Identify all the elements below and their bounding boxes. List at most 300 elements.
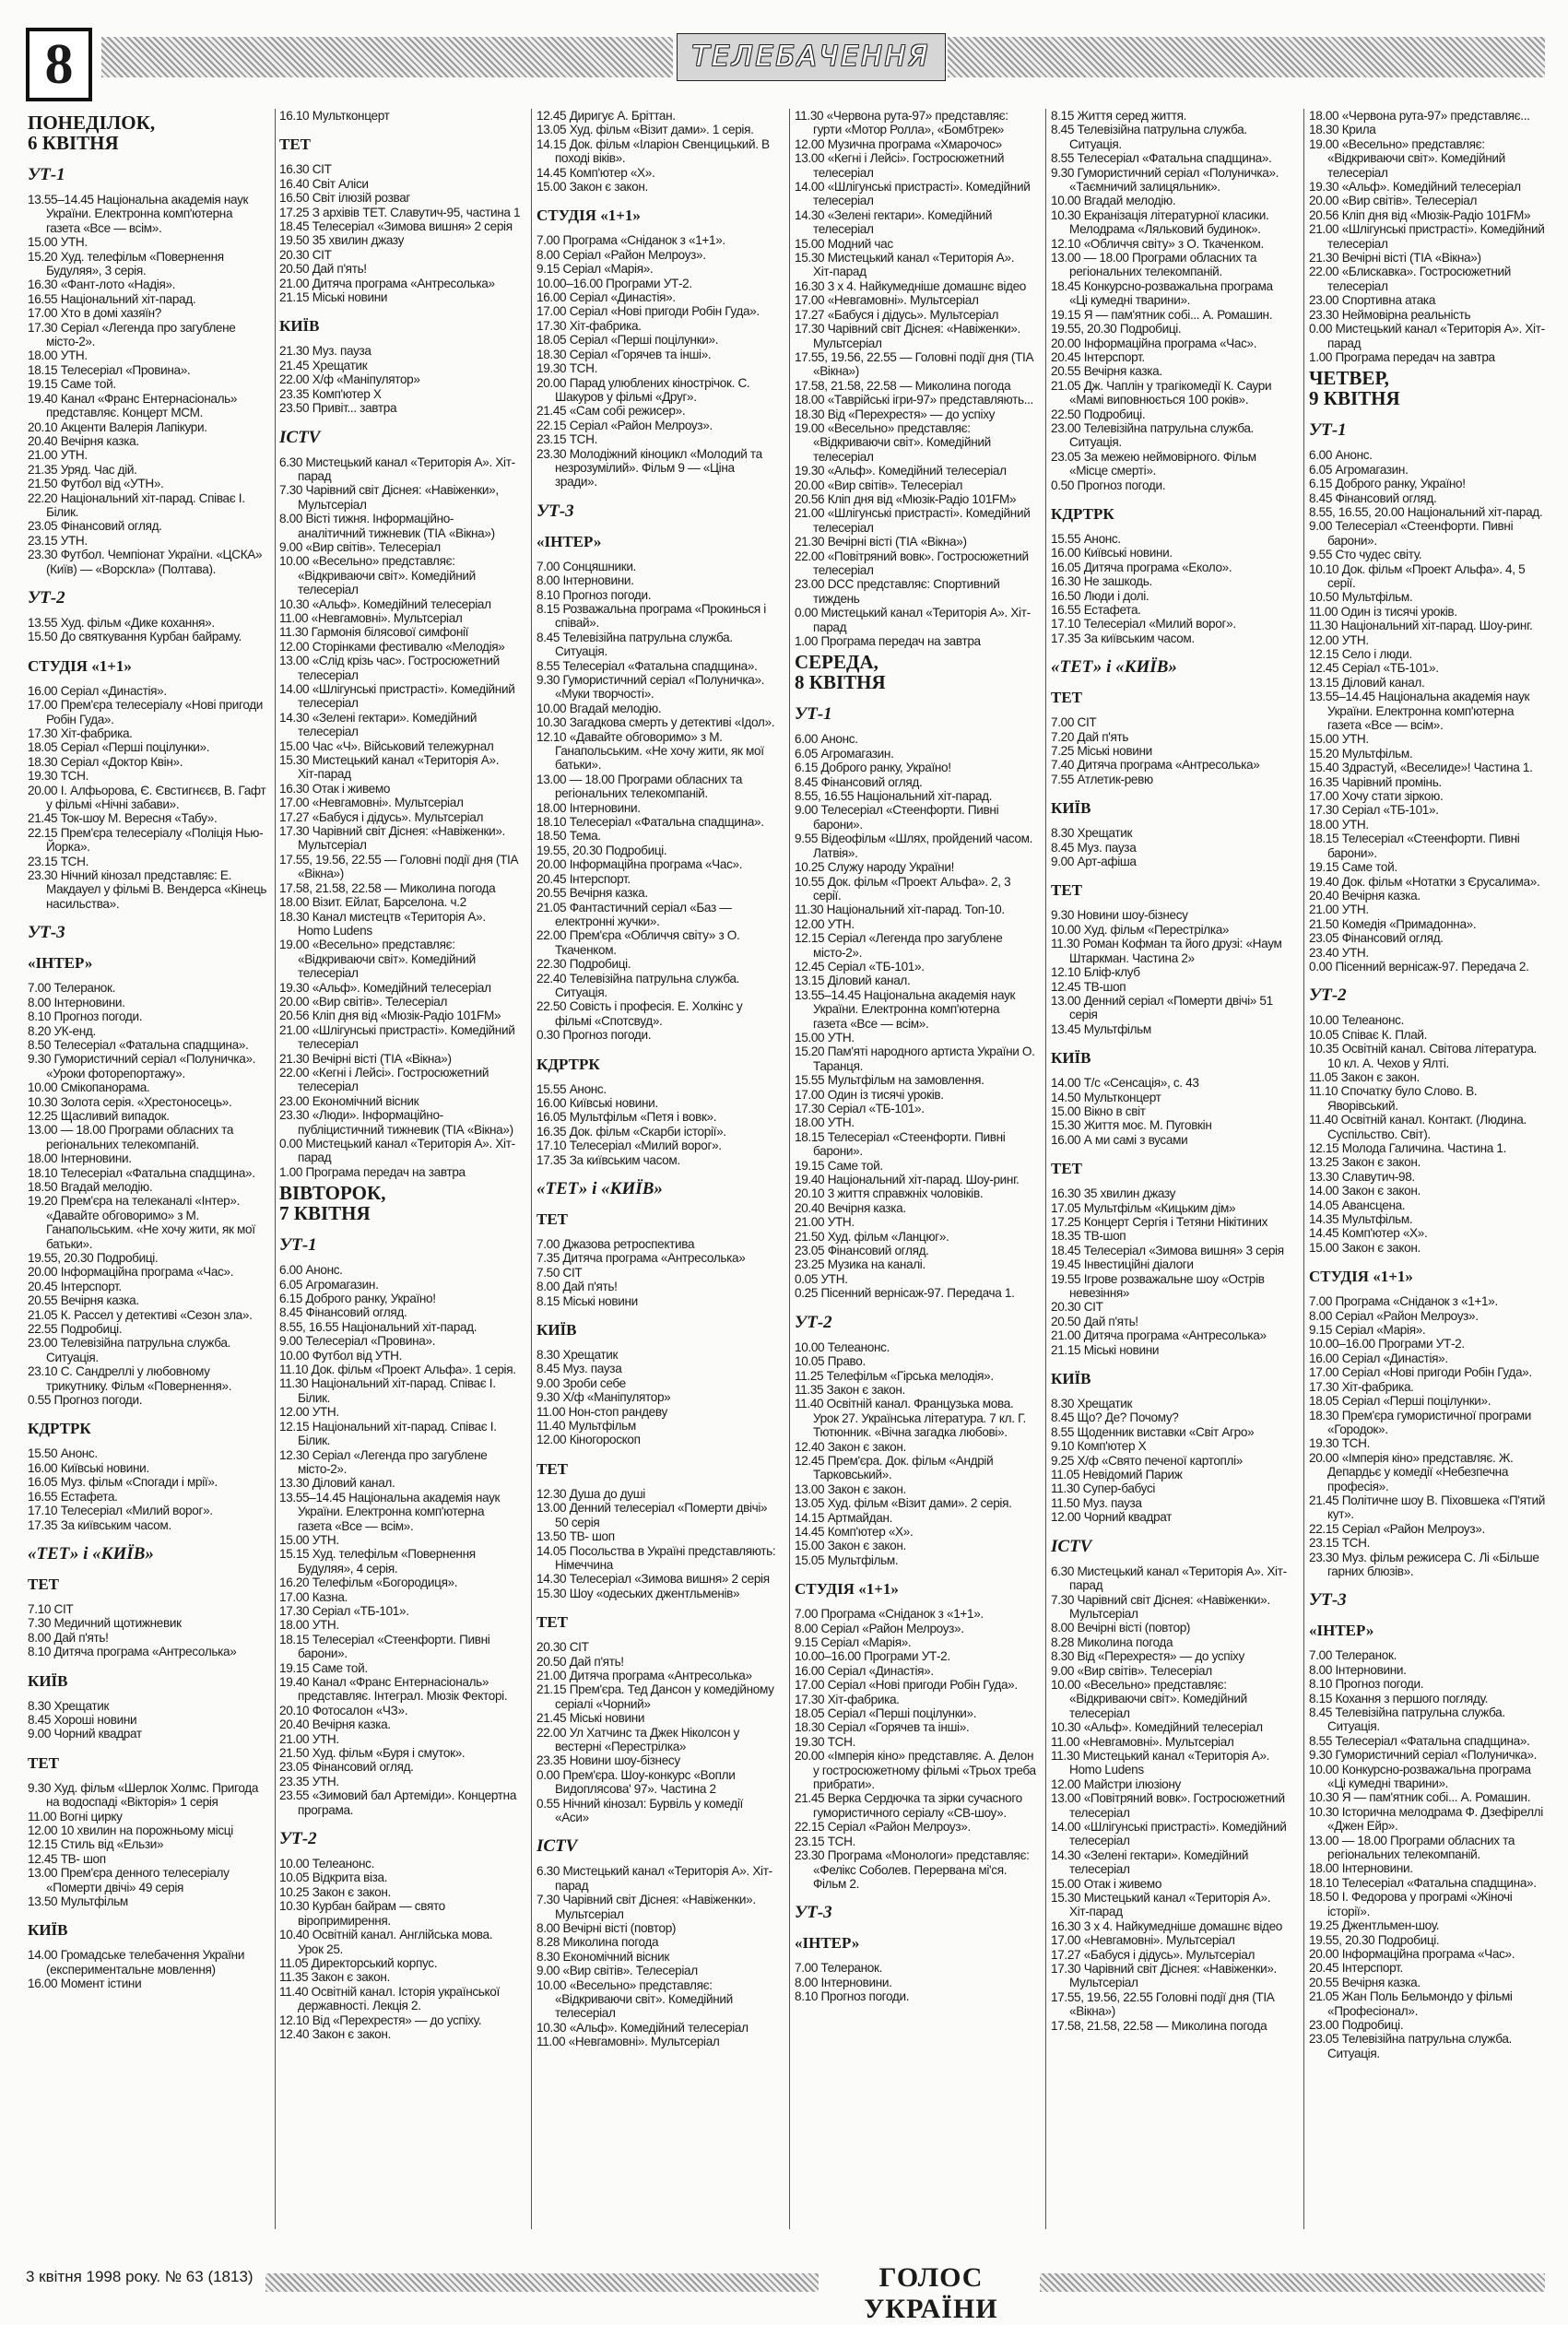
channel-heading: УТ-1 (279, 1235, 317, 1256)
program-entry: 12.00 УТН. (795, 916, 855, 931)
program-entry: 9.30 Гумористичний серіал «Полуничка». (1309, 1748, 1538, 1763)
program-entry: 6.05 Агромагазин. (279, 1277, 379, 1292)
program-entry: 11.30 Національний хіт-парад. Шоу-ринг. (1309, 619, 1533, 633)
program-entry: 23.00 Подробиці. (1309, 2017, 1404, 2032)
program-entry: 21.05 К. Рассел у детективі «Сезон зла». (28, 1307, 253, 1322)
program-entry: 17.55, 19.56, 22.55 — Головні події дня (ТІА «Вікна») (795, 349, 1034, 379)
program-entry: 18.45 Конкурсно-розважальна програма «Ці кумедні тварини». (1051, 278, 1273, 308)
program-entry: 20.30 СІТ (279, 247, 332, 262)
program-entry: 21.30 Вечірні вісті (ТІА «Вікна») (279, 1051, 452, 1066)
program-entry: 18.15 Телесеріал «Стеенфорти. Пивні барони». (1309, 832, 1520, 860)
program-entry: 9.00 Телесеріал «Стеенфорти. Пивні барони». (795, 803, 999, 832)
program-entry: 8.00 Серіал «Район Мелроуз». (1309, 1308, 1479, 1323)
column-rule (1045, 109, 1046, 2229)
program-entry: 19.15 Саме той. (795, 1158, 883, 1173)
program-entry: 17.30 Чарівний світ Діснея: «Навіженки». Мультсеріал (1051, 1962, 1277, 1990)
program-entry: 23.00 Телевізійна патрульна служба. Ситуація. (28, 1336, 230, 1364)
program-entry: 9.30 Гумористичний серіал «Полуничка». «Муки творчості». (536, 673, 765, 702)
program-entry: 11.40 Мультфільм (536, 1419, 636, 1434)
program-entry: 6.30 Мистецький канал «Територія А». Хіт-парад (279, 454, 515, 483)
program-entry: 10.00 Конкурсно-розважальна програма «Ці кумедні тварини». (1309, 1762, 1531, 1791)
program-entry: 16.30 3 х 4. Найкумедніше домашнє відео (795, 278, 1027, 293)
program-entry: 6.30 Мистецький канал «Територія А». Хіт-парад (536, 1864, 772, 1893)
program-entry: 21.50 Футбол від «УТН». (28, 477, 164, 491)
program-entry: 18.05 Серіал «Перші поцілунки». (536, 333, 719, 348)
channel-heading: СТУДІЯ «1+1» (1309, 1268, 1413, 1286)
program-entry: 12.00 Сторінками фестивалю «Мелодія» (279, 639, 505, 654)
program-entry: 23.05 Фінансовий огляд. (28, 519, 162, 534)
program-entry: 8.45 Телевізійна патрульна служба. Ситуація. (536, 630, 733, 659)
program-entry: 14.00 «Шлігунські пристрасті». Комедійний телесеріал (279, 682, 515, 711)
program-entry: 20.10 Акценти Валерія Лапікури. (28, 419, 207, 434)
issue-date: 3 квітня 1998 року. № 63 (1813) (26, 2268, 253, 2285)
program-entry: 12.10 «Давайте обговоримо» з М. Ганапольським. «Не хочу жити, як мої батьки». (536, 729, 764, 773)
program-entry: 8.45 Телевізійна патрульна служба. Ситуація. (1051, 123, 1247, 151)
footer-hatch-left (265, 2273, 819, 2292)
program-entry: 17.00 «Невгамовні». Мультсеріал (795, 293, 979, 308)
channel-heading: ТЕТ (1051, 1160, 1083, 1178)
program-entry: 8.10 Дитяча програма «Антресолька» (28, 1645, 237, 1659)
program-entry: 9.00 Телесеріал «Стеенфорти. Пивні барони». (1309, 519, 1514, 548)
program-entry: 10.05 Співає К. Плай. (1309, 1027, 1428, 1042)
program-entry: 7.30 Чарівний світ Діснея: «Навіженки». Мультсеріал (536, 1893, 756, 1921)
program-entry: 8.00 Серіал «Район Мелроуз». (536, 247, 706, 262)
program-entry: 7.40 Дитяча програма «Антресолька» (1051, 758, 1260, 773)
program-entry: 12.00 Чорний квадрат (1051, 1510, 1173, 1525)
program-entry: 14.00 Громадське телебачення України (експериментальне мовлення) (28, 1948, 245, 1977)
channel-heading: ТЕТ (28, 1575, 60, 1593)
program-entry: 10.30 «Альф». Комедійний телесеріал (536, 2020, 749, 2035)
program-entry: 12.00 Кіногороскоп (536, 1433, 641, 1447)
program-entry: 10.30 Історична мелодрама Ф. Дзефіреллі «Джен Ейр». (1309, 1804, 1543, 1834)
program-entry: 19.15 Саме той. (279, 1660, 368, 1675)
program-entry: 13.15 Діловий канал. (795, 974, 911, 988)
program-entry: 9.00 «Вир світів». Телесеріал (279, 539, 441, 554)
channel-heading: УТ-2 (28, 587, 65, 608)
channel-heading: «ТЕТ» і «КИЇВ» (1051, 657, 1177, 678)
program-entry: 12.45 Серіал «ТБ-101». (795, 959, 925, 974)
program-entry: 19.00 «Весельно» представляє: «Відкриваючи світ». Комедійний телесеріал (1309, 136, 1505, 180)
program-entry: 18.00 УТН. (279, 1618, 339, 1633)
program-entry: 15.00 Отак і живемо (1051, 1876, 1162, 1891)
program-entry: 18.35 ТВ-шоп (1051, 1229, 1126, 1244)
program-entry: 12.00 УТН. (279, 1405, 339, 1420)
program-entry: 21.00 «Шлігунські пристрасті». Комедійний телесеріал (1309, 222, 1545, 251)
program-entry: 17.35 За київським часом. (28, 1517, 171, 1532)
program-entry: 8.00 Інтерновини. (28, 995, 125, 1009)
channel-heading: ТЕТ (28, 1753, 60, 1772)
program-entry: 13.00 Закон є закон. (795, 1481, 906, 1496)
channel-heading: «ІНТЕР» (28, 954, 93, 973)
program-entry: 19.40 Національний хіт-парад. Шоу-ринг. (795, 1173, 1020, 1187)
program-entry: 7.30 Чарівний світ Діснея: «Навіженки», Мультсеріал (279, 483, 499, 512)
program-entry: 10.55 Док. фільм «Проект Альфа». 2, 3 серії. (795, 874, 1011, 903)
program-entry: 11.30 Роман Кофман та його друзі: «Наум Штаркман. Частина 2» (1051, 937, 1282, 965)
program-entry: 17.27 «Бабуся і дідусь». Мультсеріал (279, 809, 484, 824)
program-entry: 12.00 10 хвилин на порожньому місці (28, 1823, 233, 1837)
program-entry: 18.00 Інтерновини. (28, 1151, 132, 1166)
program-entry: 13.00 — 18.00 Програми обласних та регіональних телекомпаній. (28, 1123, 234, 1151)
channel-heading: УТ-2 (1309, 985, 1347, 1006)
program-entry: 21.00 Дитяча програма «Антресолька» (279, 276, 495, 290)
program-entry: 11.00 «Невгамовні». Мультсеріал (1051, 1734, 1234, 1749)
program-entry: 14.15 Док. фільм «Іларіон Свенцицький. В поході віків». (536, 136, 770, 166)
program-entry: 15.20 Мультфільм. (1309, 746, 1413, 761)
program-entry: 9.15 Серіал «Марія». (1309, 1323, 1426, 1338)
channel-heading: ТЕТ (536, 1459, 569, 1478)
program-entry: 13.55–14.45 Національна академія наук України. Електронна комп'ютерна газета «Все — всім». (795, 987, 1016, 1031)
program-entry: 8.45 Фінансовий огляд. (279, 1305, 407, 1320)
program-entry: 18.10 Телесеріал «Фатальна спадщина». (28, 1165, 255, 1180)
program-entry: 23.30 Програма «Монологи» представляє: «Фелікс Соболев. Перервана мі'ся. Фільм 2. (795, 1848, 1030, 1891)
program-entry: 11.10 Док. фільм «Проект Альфа». 1 серія. (279, 1363, 516, 1377)
program-entry: 15.00 УТН. (795, 1030, 855, 1044)
program-entry: 23.15 УТН. (28, 533, 88, 548)
program-entry: 10.05 Право. (795, 1354, 866, 1369)
program-entry: 7.35 Дитяча програма «Антресолька» (536, 1251, 746, 1266)
program-entry: 19.30 «Альф». Комедійний телесеріал (279, 980, 491, 995)
program-entry: 7.00 Телеранок. (28, 981, 116, 996)
day-heading: СЕРЕДА, 8 КВІТНЯ (795, 651, 886, 694)
program-entry: 21.00 «Шлігунські пристрасті». Комедійний телесеріал (795, 506, 1031, 535)
program-entry: 20.00 «Імперія кіно» представляє. А. Делон у гостросюжетному фільмі «Трьох треба прибрати». (795, 1749, 1036, 1792)
program-entry: 20.10 Фотосалон «ЧЗ». (279, 1703, 408, 1717)
program-entry: 10.00 «Весельно» представляє: «Відкриваючи світ». Комедійний телесеріал (1051, 1677, 1247, 1720)
program-entry: 23.05 Фінансовий огляд. (1309, 931, 1444, 946)
program-entry: 20.56 Кліп дня від «Мюзік-Радіо 101FM» (795, 491, 1017, 506)
program-entry: 8.15 Кохання з першого погляду. (1309, 1691, 1489, 1705)
program-entry: 17.35 За київським часом. (1051, 631, 1195, 645)
column-1 (28, 109, 269, 2229)
program-entry: 19.40 Док. фільм «Нотатки з Єрусалима». (1309, 874, 1540, 889)
page-number: 8 (26, 28, 92, 101)
program-entry: 8.28 Миколина погода (1051, 1635, 1173, 1649)
program-entry: 0.00 Мистецький канал «Територія А». Хіт-парад (1309, 322, 1545, 350)
channel-heading: КДРТРК (1051, 504, 1114, 523)
program-entry: 22.40 Телевізійна патрульна служба. Ситуація. (536, 971, 739, 999)
program-entry: 11.30 «Червона рута-97» представляє: гурти «Мотор Ролла», «Бомбтрек» (795, 109, 1008, 137)
program-entry: 23.30 Нічний кінозал представляє: Е. Макдауел у фільмі В. Вендерса «Кінець насильства». (28, 868, 267, 911)
program-entry: 18.30 Прем'єра гумористичної програми «Городок». (1309, 1408, 1531, 1436)
program-entry: 10.10 Док. фільм «Проект Альфа». 4, 5 серії. (1309, 561, 1526, 590)
program-entry: 12.40 Закон є закон. (795, 1439, 906, 1454)
program-entry: 23.15 ТСН. (1309, 1536, 1371, 1551)
program-entry: 17.00 Казна. (279, 1589, 348, 1604)
program-entry: 20.50 Дай п'ять! (279, 262, 367, 277)
program-entry: 15.00 Закон є закон. (1309, 1240, 1421, 1255)
program-entry: 19.55, 20.30 Подробиці. (536, 843, 667, 857)
program-entry: 16.00 Серіал «Династія». (1309, 1351, 1448, 1365)
program-entry: 9.30 Гумористичний серіал «Полуничка». «Таємничий залицяльник». (1051, 165, 1279, 195)
program-entry: 16.35 Чарівний промінь. (1309, 774, 1442, 789)
program-entry: 13.05 Худ. фільм «Візит дами». 2 серія. (795, 1496, 1012, 1511)
program-entry: 14.30 «Зелені гектари». Комедійний телесеріал (795, 207, 993, 237)
program-entry: 20.45 Інтерспорт. (1051, 349, 1145, 364)
program-entry: 20.30 СІТ (1051, 1300, 1103, 1315)
program-entry: 7.00 Програма «Сніданок з «1+1». (536, 233, 725, 248)
program-entry: 15.15 Худ. телефільм «Повернення Будуляя», 4 серія. (279, 1547, 476, 1576)
program-entry: 17.55, 19.56, 22.55 Головні події дня (ТІА «Вікна») (1051, 1989, 1275, 2019)
program-entry: 8.28 Миколина погода (536, 1935, 659, 1950)
program-entry: 10.30 «Альф». Комедійний телесеріал (279, 596, 491, 611)
program-entry: 15.50 Анонс. (28, 1446, 98, 1461)
program-entry: 21.00 УТН. (1309, 903, 1369, 917)
program-entry: 19.40 Канал «Франс Ентернасіональ» представляє. Концерт МСМ. (28, 391, 238, 420)
channel-heading: КДРТРК (536, 1055, 600, 1073)
channel-heading: ICTV (536, 1836, 578, 1857)
program-entry: 11.30 Гармонія білясової симфонії (279, 625, 469, 640)
program-entry: 22.00 Ул Хатчинс та Джек Ніколсон у вестерні «Перестрілка» (536, 1725, 740, 1753)
program-entry: 8.00 Вечірні вісті (повтор) (1051, 1621, 1191, 1635)
program-entry: 9.15 Серіал «Марія». (795, 1635, 912, 1649)
program-entry: 17.30 Серіал «ТБ-101». (795, 1102, 925, 1115)
program-entry: 8.55 Телесеріал «Фатальна спадщина». (1309, 1733, 1530, 1748)
program-entry: 13.55–14.45 Національна академія наук України. Електронна комп'ютерна газета «Все — всім». (279, 1490, 501, 1533)
channel-heading: КИЇВ (1051, 1370, 1091, 1388)
program-entry: 21.35 Уряд. Час дій. (28, 462, 137, 477)
program-entry: 12.00 УТН. (1309, 632, 1369, 647)
program-entry: 17.00 «Невгамовні». Мультсеріал (1051, 1933, 1235, 1948)
program-entry: 11.35 Закон є закон. (795, 1382, 905, 1397)
program-entry: 14.15 Артмайдан. (795, 1510, 893, 1525)
program-entry: 16.05 Дитяча програма «Еколо». (1051, 560, 1232, 574)
program-entry: 11.05 Закон є закон. (1309, 1069, 1420, 1084)
program-entry: 11.05 Директорський корпус. (279, 1955, 438, 1970)
program-entry: 23.05 За межею неймовірного. Фільм «Місце смерті». (1051, 449, 1256, 478)
program-entry: 23.05 Фінансовий огляд. (279, 1760, 414, 1775)
program-entry: 8.45 Фінансовий огляд. (795, 774, 923, 789)
program-entry: 21.00 Дитяча програма «Антресолька» (1051, 1328, 1267, 1343)
section-title: ТЕЛЕБАЧЕННЯ (677, 33, 946, 81)
program-entry: 0.00 Мистецький канал «Територія А». Хіт-парад (795, 606, 1031, 634)
program-entry: 13.05 Худ. фільм «Візит дами». 1 серія. (536, 123, 754, 137)
program-entry: 17.10 Телесеріал «Милий ворог». (28, 1504, 213, 1518)
program-entry: 8.45 Муз. пауза (536, 1362, 622, 1376)
program-entry: 17.30 Хіт-фабрика. (536, 318, 642, 333)
program-entry: 19.20 Прем'єра на телеканалі «Інтер». «Давайте обговоримо» з М. Ганапольським. «Не хочу жити, як мої батьки». (28, 1194, 255, 1251)
program-entry: 19.55, 20.30 Подробиці. (28, 1251, 159, 1265)
program-entry: 20.40 Вечірня казка. (28, 433, 139, 448)
program-entry: 20.40 Вечірня казка. (1309, 888, 1421, 903)
program-entry: 8.30 Хрещатик (28, 1698, 110, 1713)
program-entry: 0.50 Прогноз погоди. (1051, 478, 1166, 492)
program-entry: 10.30 Курбан байрам — свято віропримирення. (279, 1899, 445, 1928)
program-entry: 17.05 Мультфільм «Кицьким дім» (1051, 1200, 1236, 1215)
program-entry: 19.15 Саме той. (28, 377, 116, 392)
program-entry: 8.55 Щоденник виставки «Світ Агро» (1051, 1424, 1255, 1439)
program-entry: 9.55 Сто чудес світу. (1309, 548, 1422, 562)
program-entry: 20.55 Вечірня казка. (1309, 1975, 1421, 1989)
program-entry: 22.00 «Повітряний вовк». Гостросюжетний телесеріал (795, 549, 1029, 577)
program-entry: 12.15 Національний хіт-парад. Співає І. Білик. (279, 1419, 497, 1448)
channel-heading: УТ-3 (536, 501, 574, 521)
program-entry: 19.30 «Альф». Комедійний телесеріал (1309, 180, 1521, 195)
program-entry: 23.30 Футбол. Чемпіонат України. «ЦСКА» (Київ) — «Ворскла» (Полтава). (28, 548, 263, 576)
program-entry: 17.25 Концерт Сергія і Тетяни Нікітиних (1051, 1214, 1268, 1229)
program-entry: 20.00 Інформаційна програма «Час». (28, 1265, 234, 1280)
program-entry: 13.00 — 18.00 Програми обласних та регіональних телекомпаній. (1051, 251, 1257, 279)
program-entry: 21.05 Фантастичний серіал «Баз — електронні жучки». (536, 900, 732, 928)
program-entry: 20.00 Інформаційна програма «Час». (1309, 1946, 1515, 1961)
program-entry: 15.30 Життя моє. М. Пуговкін (1051, 1118, 1212, 1133)
program-entry: 12.15 Серіал «Легенда про загублене місто-2». (795, 931, 1003, 960)
program-entry: 18.10 Телесеріал «Фатальна спадщина». (1309, 1875, 1537, 1890)
program-entry: 23.30 Неймовірна реальність (1309, 307, 1471, 322)
program-entry: 21.00 УТН. (28, 448, 88, 463)
program-entry: 10.00 Вгадай мелодію. (536, 701, 662, 715)
program-entry: 14.50 Мультконцерт (1051, 1090, 1161, 1104)
column-6 (1309, 109, 1550, 2229)
program-entry: 9.55 Відеофільм «Шлях, пройдений часом. Латвія». (795, 832, 1033, 860)
program-entry: 0.55 Нічний кінозал: Бурвіль у комедії «Аси» (536, 1796, 743, 1824)
program-entry: 10.00–16.00 Програми УТ-2. (795, 1649, 950, 1664)
channel-heading: КИЇВ (1051, 799, 1091, 818)
channel-heading: «ІНТЕР» (795, 1934, 860, 1953)
program-entry: 12.15 Стиль від «Ельзи» (28, 1837, 164, 1852)
program-entry: 8.00 Дай п'ять! (28, 1630, 109, 1645)
program-entry: 17.58, 21.58, 22.58 — Миколина погода (795, 378, 1011, 393)
program-entry: 17.10 Телесеріал «Милий ворог». (1051, 617, 1236, 631)
program-entry: 20.50 Дай п'ять! (536, 1654, 624, 1669)
program-entry: 17.00 Серіал «Нові пригоди Робін Гуда». (795, 1678, 1018, 1693)
program-entry: 22.15 Серіал «Район Мелроуз». (795, 1820, 971, 1835)
column-2 (279, 109, 521, 2229)
program-entry: 8.50 Телесеріал «Фатальна спадщина». (28, 1037, 249, 1052)
day-heading: ПОНЕДІЛОК, 6 КВІТНЯ (28, 112, 156, 154)
program-entry: 11.35 Закон є закон. (279, 1970, 390, 1985)
program-entry: 10.00 «Весельно» представляє: «Відкриваючи світ». Комедійний телесеріал (279, 554, 476, 597)
program-entry: 16.00 А ми самі з вусами (1051, 1132, 1188, 1147)
program-entry: 8.00 Серіал «Район Мелроуз». (795, 1621, 964, 1635)
program-entry: 10.35 Освітній канал. Світова література. 10 кл. А. Чехов у Ялті. (1309, 1042, 1537, 1070)
program-entry: 13.00 «Кегні і Лейсі». Гостросюжетний телесеріал (795, 151, 1005, 180)
program-entry: 16.00 Серіал «Династія». (536, 290, 676, 305)
program-entry: 10.40 Освітній канал. Англійська мова. Урок 25. (279, 1928, 493, 1956)
program-entry: 18.00 Інтерновини. (1309, 1861, 1413, 1876)
program-entry: 0.25 Пісенний вернісаж-97. Передача 1. (795, 1286, 1015, 1301)
program-entry: 23.15 ТСН. (536, 432, 598, 447)
program-entry: 8.10 Прогноз погоди. (1309, 1677, 1424, 1692)
program-entry: 1.00 Програма передач на завтра (1309, 349, 1495, 364)
program-entry: 20.55 Вечірня казка. (1051, 364, 1162, 379)
program-entry: 16.30 Не зашкодь. (1051, 574, 1152, 589)
program-entry: 19.55 Ігрове розважальне шоу «Острів невезіння» (1051, 1271, 1265, 1300)
program-entry: 15.00 Вікно в світ (1051, 1103, 1146, 1118)
channel-heading: ТЕТ (279, 136, 312, 154)
program-entry: 6.00 Анонс. (1309, 448, 1373, 463)
program-entry: 18.05 Серіал «Перші поцілунки». (795, 1706, 977, 1721)
program-entry: 15.20 Худ. телефільм «Повернення Будуляя», 3 серія. (28, 249, 224, 278)
channel-heading: ICTV (1051, 1536, 1092, 1556)
program-entry: 18.00 «Червона рута-97» представляє... (1309, 109, 1530, 123)
program-entry: 10.00 Телеанонс. (279, 1857, 375, 1871)
program-entry: 11.40 Освітній канал. Історія української державності. Лекція 2. (279, 1984, 500, 2013)
program-entry: 8.00 Інтерновини. (795, 1975, 892, 1989)
column-5 (1051, 109, 1292, 2229)
channel-heading: ТЕТ (536, 1613, 569, 1632)
program-entry: 16.40 Світ Аліси (279, 176, 369, 191)
program-entry: 21.15 Прем'єра. Тед Дансон у комедійному серіалі «Чорний» (536, 1682, 774, 1711)
program-entry: 10.00–16.00 Програми УТ-2. (536, 276, 692, 290)
program-entry: 16.00 Серіал «Династія». (28, 683, 167, 698)
program-entry: 13.50 ТВ- шоп (536, 1529, 615, 1544)
program-entry: 11.40 Освітній канал. Французька мова. Урок 27. Українська література. 7 кл. Г. Тютюнник. «Вічна загадка любові». (795, 1397, 1026, 1440)
program-entry: 23.40 УТН. (1309, 945, 1369, 960)
program-entry: 22.00 «Кегні і Лейсі». Гостросюжетний телесеріал (279, 1065, 489, 1094)
program-entry: 20.00 І. Алфьорова, Є. Євстигнєєв, В. Гафт у фільмі «Нічні забави». (28, 783, 266, 812)
program-entry: 21.00 УТН. (795, 1215, 855, 1230)
program-entry: 16.30 35 хвилин джазу (1051, 1186, 1176, 1201)
program-entry: 12.45 ТВ-шоп (1051, 979, 1126, 994)
program-entry: 8.15 Життя серед життя. (1051, 109, 1187, 123)
program-entry: 7.25 Міські новини (1051, 744, 1152, 759)
masthead: ГОЛОС УКРАЇНИ (864, 2262, 998, 2324)
program-entry: 10.50 Мультфільм. (1309, 590, 1413, 605)
program-entry: 18.05 Серіал «Перші поцілунки». (1309, 1394, 1491, 1409)
program-entry: 14.30 Телесеріал «Зимова вишня» 2 серія (536, 1572, 770, 1587)
program-entry: 14.30 «Зелені гектари». Комедійний телесеріал (279, 710, 477, 739)
program-entry: 21.45 «Сам собі режисер». (536, 404, 686, 419)
program-entry: 11.30 Супер-бабусі (1051, 1481, 1156, 1496)
program-entry: 13.00 Денний телесеріал «Померти двічі» 50 серія (536, 1501, 768, 1529)
program-entry: 10.30 «Альф». Комедійний телесеріал (1051, 1720, 1263, 1735)
program-entry: 8.30 Від «Перехрестя» — до успіху (1051, 1649, 1244, 1664)
program-entry: 8.00 Інтерновини. (1309, 1662, 1407, 1677)
program-entry: 7.30 Чарівний світ Діснея: «Навіженки». Мультсеріал (1051, 1592, 1270, 1621)
program-entry: 9.30 Новини шоу-бізнесу (1051, 908, 1188, 923)
channel-heading: УТ-1 (795, 704, 832, 725)
channel-heading: УТ-3 (28, 923, 65, 943)
program-entry: 18.00 Візит. Ейлат, Барселона. ч.2 (279, 895, 466, 910)
program-entry: 18.30 Крила (1309, 123, 1376, 137)
program-entry: 23.10 С. Сандреллі у любовному трикутнику. Фільм «Повернення». (28, 1364, 232, 1393)
program-entry: 7.55 Атлетик-ревю (1051, 772, 1153, 786)
program-entry: 6.15 Доброго ранку, Україно! (795, 761, 951, 775)
program-entry: 13.50 Мультфільм (28, 1894, 128, 1908)
program-entry: 10.05 Відкрита віза. (279, 1871, 388, 1885)
program-entry: 10.30 Я — пам'ятник собі... А. Ромашин. (1309, 1790, 1531, 1805)
program-entry: 13.00 «Повітряний вовк». Гостросюжетний телесеріал (1051, 1791, 1285, 1820)
program-entry: 7.00 Програма «Сніданок з «1+1». (1309, 1294, 1498, 1309)
program-entry: 13.00 — 18.00 Програми обласних та регіональних телекомпаній. (536, 772, 743, 801)
program-entry: 23.30 Муз. фільм режисера С. Лі «Більше гарних блюзів». (1309, 1550, 1539, 1578)
program-entry: 16.00 Київські новини. (28, 1460, 149, 1475)
program-entry: 17.58, 21.58, 22.58 — Миколина погода (1051, 2018, 1267, 2033)
channel-heading: УТ-2 (795, 1312, 832, 1332)
program-entry: 8.55, 16.55, 20.00 Національний хіт-парад. (1309, 504, 1543, 519)
channel-heading: ТЕТ (1051, 881, 1083, 900)
page-header (26, 28, 1547, 101)
program-entry: 12.45 Диригує А. Бріттан. (536, 109, 676, 123)
program-entry: 6.05 Агромагазин. (1309, 462, 1409, 477)
program-entry: 7.00 Телеранок. (795, 1961, 883, 1976)
program-entry: 9.30 Худ. фільм «Шерлок Холмс. Пригода на водоспаді «Вікторія» 1 серія (28, 1780, 259, 1810)
program-entry: 0.55 Прогноз погоди. (28, 1393, 143, 1408)
program-entry: 18.30 Канал мистецтв «Територія А». Homo Ludens (279, 909, 486, 938)
program-entry: 23.35 УТН. (279, 1774, 339, 1788)
program-entry: 18.15 Телесеріал «Стеенфорти. Пивні барони». (795, 1129, 1006, 1159)
program-entry: 17.30 Хіт-фабрика. (1309, 1379, 1414, 1394)
program-entry: 23.15 ТСН. (28, 854, 89, 868)
program-entry: 20.56 Кліп дня від «Мюзік-Радіо 101FM» (279, 1009, 501, 1023)
program-entry: 10.00 Худ. фільм «Перестрілка» (1051, 922, 1230, 937)
program-entry: 20.45 Інтерспорт. (536, 871, 631, 886)
program-entry: 11.05 Невідомий Париж (1051, 1468, 1183, 1482)
program-entry: 7.10 СІТ (28, 1601, 74, 1616)
program-entry: 19.45 Інвестиційні діалоги (1051, 1257, 1194, 1272)
program-entry: 22.55 Подробиці. (28, 1322, 123, 1337)
program-entry: 13.45 Мультфільм (1051, 1021, 1151, 1036)
